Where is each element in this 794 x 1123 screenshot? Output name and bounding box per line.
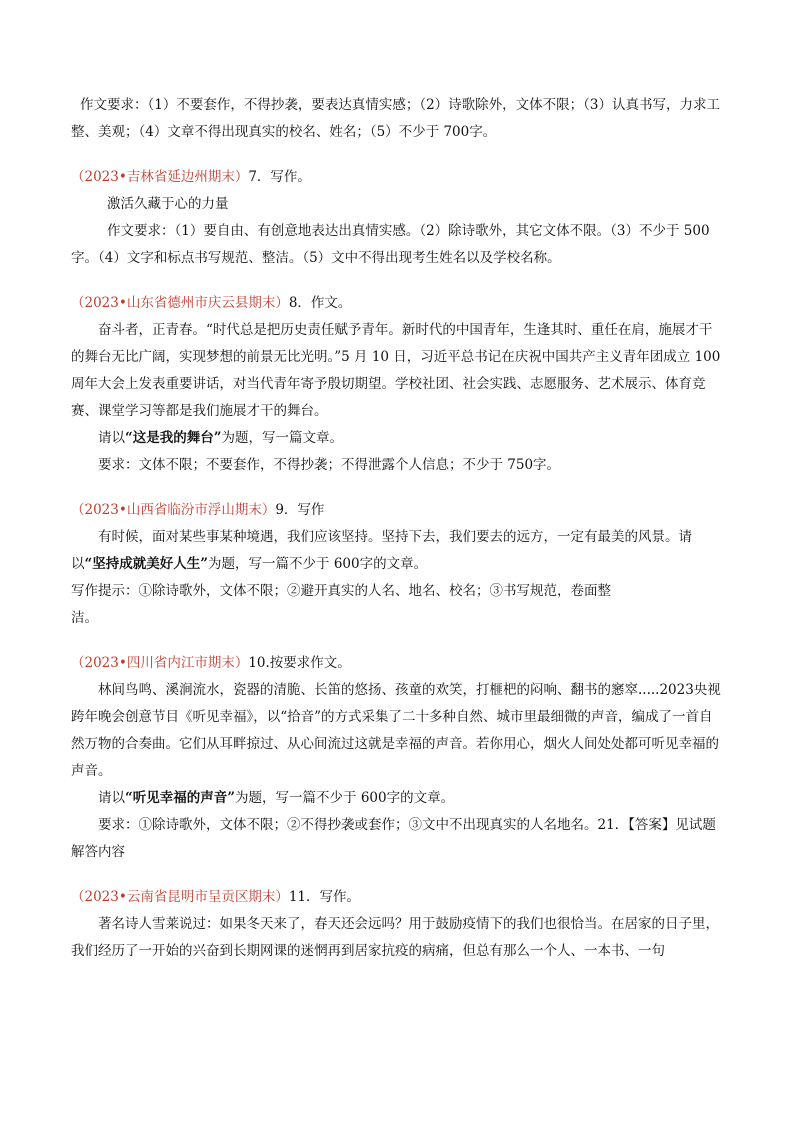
document-page [71,92,723,965]
question-source: （2023•云南省昆明市呈贡区期末） [71,889,289,905]
question-prompt: 请以“听见幸福的声音”为题，写一篇不少于 600字的文章。 [98,790,455,806]
question-number: 11．写作。 [288,889,361,905]
question-requirements: 要求：①除诗歌外，文体不限；②不得抄袭或套作；③文中不出现真实的人名地名。21．【答案】见试题解答内容 [71,817,716,860]
writing-tips: 写作提示：①除诗歌外，文体不限；②避开真实的人名、地名、校名；③书写规范，卷面整 [71,583,611,599]
writing-tips-continued: 洁。 [71,610,98,626]
question-source: （2023•山西省临汾市浮山期末） [71,502,276,518]
question-source: （2023•吉林省延边州期末） [71,169,249,185]
question-9 [71,497,723,632]
question-requirements: 作文要求：（1）要自由、有创意地表达出真情实感。（2）除诗歌外，其它文体不限。（3）不少于 500字。（4）文字和标点书写规范、整洁。（5）文中不得出现考生姓名以及学校名称。 [71,223,710,266]
question-number: 7．写作。 [248,169,311,185]
question-prompt: 请以“这是我的舞台”为题，写一篇文章。 [98,430,344,446]
prompt-title: “坚持成就美好人生” [84,556,209,572]
essay-title: 激活久藏于心的力量 [107,196,229,212]
prompt-title: “听见幸福的声音” [125,790,236,806]
question-passage: 有时候，面对某些事某种境遇，我们应该坚持。坚持下去，我们要去的远方，一定有最美的风景。请以“坚持成就美好人生”为题，写一篇不少于 600字的文章。 [71,529,692,572]
question-number: 8．作文。 [288,295,352,311]
question-number: 9．写作 [275,502,325,518]
question-source: （2023•山东省德州市庆云县期末） [71,295,289,311]
intro-requirements: 作文要求：（1）不要套作，不得抄袭，要表达真情实感；（2）诗歌除外，文体不限；（3）认真书写，力求工整、美观；（4）文章不得出现真实的校名、姓名；（5）不少于 700字。 [71,97,721,140]
question-8 [71,290,723,479]
question-passage: 林间鸟鸣、溪涧流水，瓷器的清脆、长笛的悠扬、孩童的欢笑，打榧杷的闷响、翻书的窸窣.....2023央视跨年晚会创意节目《听见幸福》，以“拾音”的方式采集了二十多种自然、城市里最细微的声音，编成了一首自然万物的合奏曲。它们从耳畔掠过、从心间流过这就是幸福的声音。若你用心，烟火人间处处都可听见幸福的声音。 [71,682,721,779]
question-requirements: 要求：文体不限；不要套作，不得抄袭；不得泄露个人信息；不少于 750字。 [98,457,561,473]
question-10 [71,650,723,866]
question-11 [71,884,723,965]
question-source: （2023•四川省内江市期末） [71,655,249,671]
question-passage: 著名诗人雪莱说过：如果冬天来了，春天还会远吗？用于鼓励疫情下的我们也很恰当。在居家的日子里，我们经历了一开始的兴奋到长期网课的迷惘再到居家抗疫的病痛，但总有那么一个人、一本书、一句 [71,916,719,959]
question-passage: 奋斗者，正青春。“时代总是把历史责任赋予青年。新时代的中国青年，生逢其时、重任在肩，施展才干的舞台无比广阔，实现梦想的前景无比光明。”5 月 10 日，习近平总书记在庆祝中国共产主义青年团成立 100 周年大会上发表重要讲话，对当代青年寄予殷切期望。学校社团、社会实践、志愿服务、艺术展示、体育竞赛、课堂学习等都是我们施展才干的舞台。 [71,322,721,419]
question-7 [71,164,723,272]
prompt-title: “这是我的舞台” [125,430,222,446]
question-number: 10.按要求作文。 [248,655,351,671]
